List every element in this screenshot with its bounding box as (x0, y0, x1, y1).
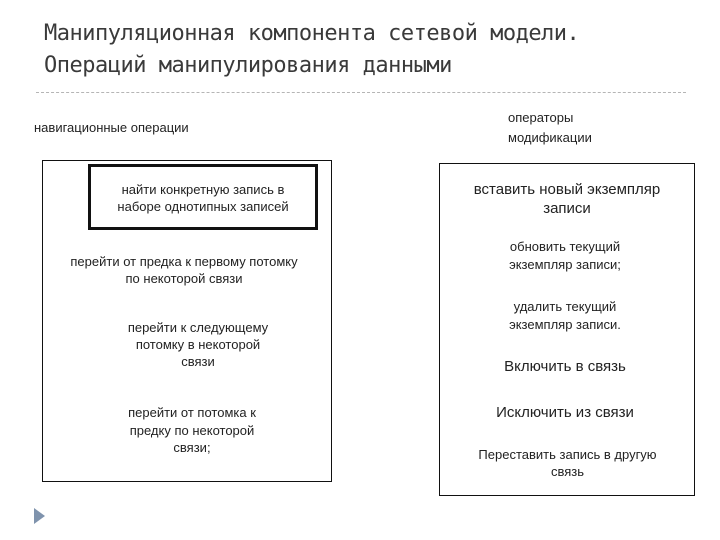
triangle-right-icon[interactable] (34, 508, 45, 524)
mod-item-insert-line-1: вставить новый экземпляр (473, 181, 661, 198)
navigation-heading: навигационные операции (34, 120, 189, 135)
mod-item-insert-line-2: записи (543, 200, 591, 217)
mod-item-delete-text-1: удалить текущий (513, 299, 617, 314)
mod-item-delete-line-2: экземпляр записи. (509, 317, 621, 332)
mod-item-update-line-1 (450, 238, 680, 256)
mod-item-disconnect (450, 403, 680, 422)
nav-item-first-child-line-2: по некоторой связи (125, 271, 243, 286)
nav-item-next-child-line-3: связи (181, 354, 215, 369)
mod-item-reconnect (445, 446, 690, 480)
mod-item-update-text-1: обновить текущий (509, 239, 621, 254)
title-divider (36, 92, 686, 93)
mod-item-delete (450, 298, 680, 333)
mod-item-connect (450, 357, 680, 376)
mod-item-disconnect-line-1: Исключить из связи (496, 404, 634, 421)
nav-item-parent-text-1: перейти от потомка к (128, 405, 256, 420)
nav-item-parent (82, 404, 302, 456)
modification-heading (508, 108, 592, 148)
slide-title-line-1: Манипуляционная компонента сетевой модели. (44, 21, 580, 46)
mod-item-update (450, 238, 680, 273)
nav-item-next-child-line-1: перейти к следующему (127, 320, 269, 335)
mod-item-update-line-2: экземпляр записи; (509, 257, 621, 272)
nav-item-find-record-line-2: наборе однотипных записей (117, 199, 289, 214)
nav-item-find-record (88, 181, 318, 215)
nav-item-parent-line-2: предку по некоторой (129, 423, 255, 438)
slide-title (44, 18, 704, 82)
nav-item-parent-line-1 (82, 404, 302, 422)
nav-item-next-child (88, 319, 308, 370)
slide-title-line-2: Операций манипулирования данными (44, 53, 452, 78)
nav-item-first-child (36, 253, 332, 287)
mod-item-reconnect-line-2: связь (550, 464, 585, 479)
mod-item-reconnect-line-1: Переставить запись в другую (478, 447, 657, 462)
mod-item-connect-line-1: Включить в связь (504, 358, 626, 375)
nav-item-next-child-line-2: потомку в некоторой (135, 337, 261, 352)
mod-item-delete-line-1 (450, 298, 680, 316)
modification-heading-line-2: модификации (508, 130, 592, 145)
modification-heading-line-1: операторы (508, 110, 574, 125)
mod-item-insert (439, 180, 695, 218)
nav-item-first-child-line-1: перейти от предка к первому потомку (70, 254, 298, 269)
nav-item-find-record-line-1: найти конкретную запись в (121, 182, 285, 197)
nav-item-parent-line-3: связи; (173, 440, 211, 455)
